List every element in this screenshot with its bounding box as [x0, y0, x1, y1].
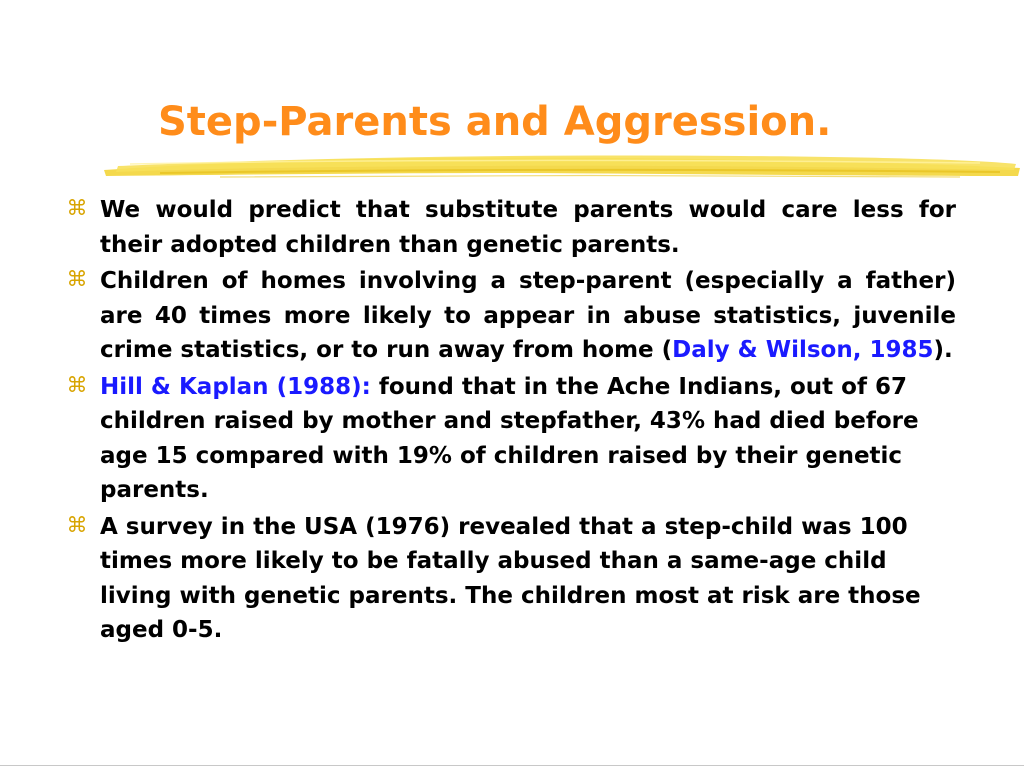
- bullet-text-part: Children of homes involving a step-parent (especially a father) are 40 times more likely to appear in abuse statistics, juvenile crime statistics, or to run away from home (: [100, 268, 956, 363]
- command-key-icon: ⌘: [66, 512, 88, 537]
- command-key-icon: ⌘: [66, 372, 88, 397]
- bullet-text: We would predict that substitute parents would care less for their adopted children than genetic parents.: [100, 197, 956, 258]
- title-underline-brush-stroke: [100, 146, 1024, 186]
- bullet-text-part: found that in the Ache Indians, out of 67 children raised by mother and stepfather, 43% had died before age 15 compared with 19% of children raised by their genetic parents.: [100, 373, 919, 503]
- bullet-item: [64, 264, 956, 368]
- bullet-text: A survey in the USA (1976) revealed that a step-child was 100 times more likely to be fatally abused than a same-age child living with genetic parents. The children most at risk are those aged 0-5.: [100, 513, 921, 643]
- bullet-list: [64, 193, 956, 650]
- bullet-text-part: ).: [933, 337, 953, 363]
- citation-reference: Daly & Wilson, 1985: [672, 337, 934, 363]
- bullet-item: [64, 193, 956, 262]
- bullet-item: [64, 510, 956, 648]
- bullet-text: [100, 370, 956, 508]
- command-key-icon: ⌘: [66, 196, 88, 220]
- command-key-icon: ⌘: [66, 267, 88, 291]
- bullet-text: [100, 264, 956, 368]
- citation-reference: Hill & Kaplan (1988):: [100, 373, 371, 400]
- bottom-divider: [0, 765, 1024, 766]
- slide-title: Step-Parents and Aggression.: [158, 99, 832, 145]
- bullet-item: [64, 370, 956, 508]
